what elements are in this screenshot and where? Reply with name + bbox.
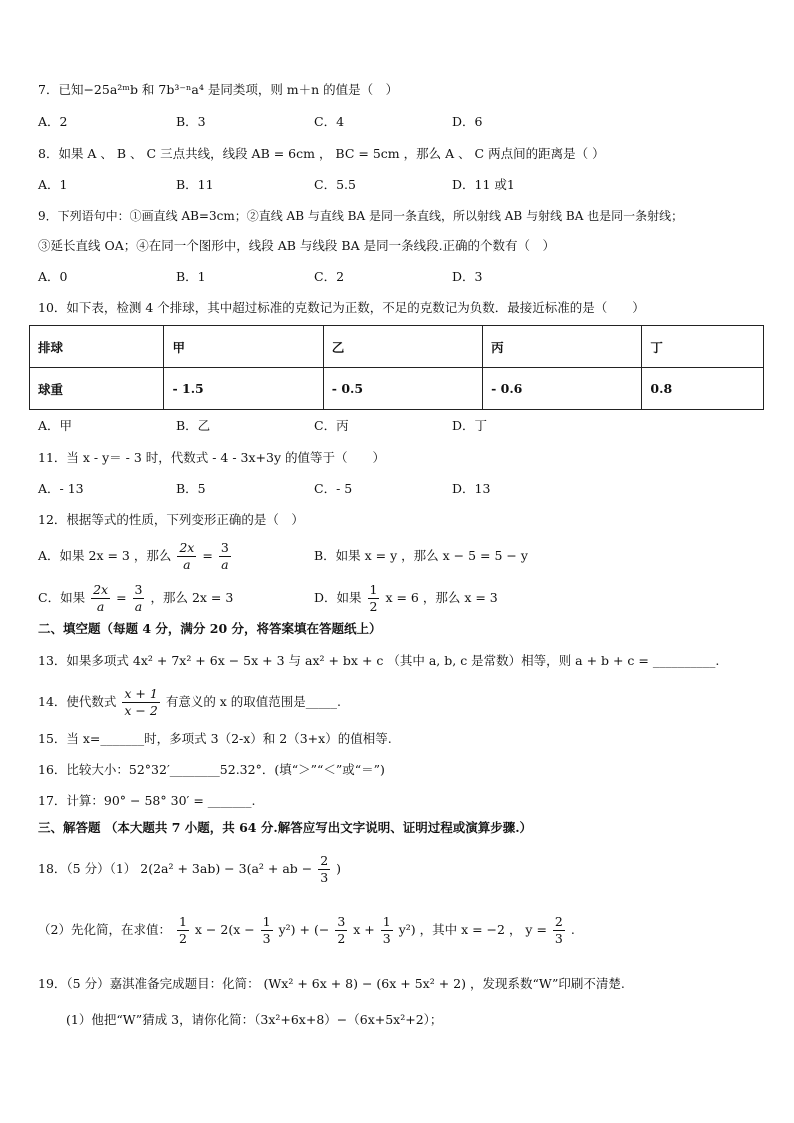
fraction bbox=[553, 914, 565, 947]
table-cell: - 1.5 bbox=[164, 368, 323, 410]
question-12-option-b: B．如果 x = y ，那么 x − 5 = 5 − y bbox=[314, 548, 528, 563]
option-b: B．1 bbox=[176, 269, 206, 284]
question-12-option-c bbox=[38, 580, 233, 616]
option-b: B．3 bbox=[176, 114, 206, 129]
option-d: D．3 bbox=[452, 269, 483, 284]
fraction bbox=[91, 582, 110, 615]
option-a: A．甲 bbox=[38, 418, 73, 433]
option-a: A．- 13 bbox=[38, 481, 84, 496]
option-c: C．5.5 bbox=[314, 177, 356, 192]
numerator: 1 bbox=[262, 914, 271, 929]
denominator: 3 bbox=[554, 931, 563, 946]
question-9-options bbox=[38, 268, 758, 286]
fraction bbox=[122, 686, 159, 719]
option-d: D．13 bbox=[452, 481, 491, 496]
question-18-part-2 bbox=[38, 910, 575, 950]
denominator: a bbox=[96, 599, 105, 614]
denominator: a bbox=[183, 557, 191, 572]
question-16: 16．比较大小：52°32′________52.32°．(填“＞”“＜”或“＝”) bbox=[38, 762, 385, 777]
period: . bbox=[570, 922, 575, 937]
option-a: A．1 bbox=[38, 177, 68, 192]
table-cell: 乙 bbox=[323, 326, 482, 368]
denominator: 2 bbox=[178, 931, 187, 946]
question-12-option-a bbox=[38, 538, 233, 574]
fraction bbox=[219, 540, 231, 573]
equals-sign: = bbox=[116, 590, 127, 605]
section-2-heading: 二、填空题（每题 4 分，满分 20 分，将答案填在答题纸上） bbox=[38, 621, 382, 636]
closing-paren: ) bbox=[336, 861, 342, 876]
question-7-options bbox=[38, 113, 758, 131]
option-b: B．5 bbox=[176, 481, 206, 496]
option-b: B．乙 bbox=[176, 418, 211, 433]
option-b: B．11 bbox=[176, 177, 214, 192]
fraction bbox=[177, 914, 189, 947]
question-18-expression: 18．（5 分）（1） 2(2a² + 3ab) − 3(a² + ab − bbox=[38, 861, 313, 876]
denominator: 3 bbox=[320, 870, 329, 885]
numerator: 2x bbox=[179, 540, 195, 555]
numerator: 1 bbox=[178, 914, 187, 929]
denominator: 3 bbox=[262, 931, 271, 946]
denominator: 2 bbox=[369, 599, 378, 614]
numerator: 2 bbox=[554, 914, 563, 929]
question-19-stem: 19．（5 分）嘉淇准备完成题目：化简： (Wx² + 6x + 8) − (6x + 5x² + 2) ，发现系数“W”印刷不清楚. bbox=[38, 976, 625, 991]
option-a: A．2 bbox=[38, 114, 68, 129]
question-18-part-2-text: （2）先化简，在求值： bbox=[38, 922, 171, 937]
section-3-heading: 三、解答题 （本大题共 7 小题，共 64 分.解答应写出文字说明、证明过程或演算步骤.） bbox=[38, 820, 533, 835]
option-c: C．4 bbox=[314, 114, 345, 129]
option-d: D．丁 bbox=[452, 418, 488, 433]
table-cell: 丁 bbox=[642, 326, 764, 368]
option-d: D．11 或1 bbox=[452, 177, 515, 192]
denominator: 2 bbox=[337, 931, 346, 946]
question-10-stem: 10．如下表，检测 4 个排球，其中超过标准的克数记为正数，不足的克数记为负数．最接近标准的是（ ） bbox=[38, 300, 645, 315]
option-d-result: x = 6 ，那么 x = 3 bbox=[385, 590, 498, 605]
table-header-row bbox=[30, 326, 764, 368]
option-d: D．6 bbox=[452, 114, 483, 129]
denominator: a bbox=[221, 557, 229, 572]
question-18-part-1 bbox=[38, 850, 341, 888]
numerator: 1 bbox=[369, 582, 378, 597]
table-cell: 球重 bbox=[30, 368, 164, 410]
question-12-option-d bbox=[314, 580, 498, 616]
question-8-stem: 8．如果 A 、 B 、 C 三点共线，线段 AB = 6cm ， BC = 5cm ，那么 A 、 C 两点间的距离是（ ） bbox=[38, 146, 605, 161]
numerator: 2x bbox=[93, 582, 109, 597]
question-15: 15．当 x=_______时，多项式 3（2-x）和 2（3+x）的值相等. bbox=[38, 731, 392, 746]
question-17: 17．计算：90° − 58° 30′ = _______. bbox=[38, 793, 256, 808]
table-cell: 甲 bbox=[164, 326, 323, 368]
option-d-text: D．如果 bbox=[314, 590, 362, 605]
fraction bbox=[381, 914, 393, 947]
option-c: C．2 bbox=[314, 269, 345, 284]
numerator: 1 bbox=[382, 914, 391, 929]
denominator: 3 bbox=[382, 931, 391, 946]
expression-segment: y²) ，其中 x = −2 ， y = bbox=[398, 922, 547, 937]
question-11-options bbox=[38, 480, 758, 498]
expression-segment: x − 2(x − bbox=[194, 922, 255, 937]
question-10-options bbox=[38, 417, 758, 435]
table-cell: - 0.5 bbox=[323, 368, 482, 410]
fraction bbox=[335, 914, 347, 947]
option-c: C．- 5 bbox=[314, 481, 353, 496]
fraction bbox=[368, 582, 380, 615]
fraction bbox=[133, 582, 145, 615]
question-14-text-end: 有意义的 x 的取值范围是_____. bbox=[165, 694, 342, 709]
option-a-text: A．如果 2x = 3 ，那么 bbox=[38, 548, 172, 563]
volleyball-weight-table bbox=[29, 325, 764, 410]
question-13: 13．如果多项式 4x² + 7x² + 6x − 5x + 3 与 ax² + bx + c （其中 a, b, c 是常数）相等，则 a + b + c = __________. bbox=[38, 653, 720, 668]
question-19-part-1: (1）他把“W”猜成 3，请你化简：（3x²+6x+8）−（6x+5x²+2）； bbox=[66, 1012, 443, 1027]
numerator: x + 1 bbox=[124, 686, 158, 701]
option-c: C．丙 bbox=[314, 418, 349, 433]
fraction bbox=[318, 853, 330, 886]
option-c-result: ，那么 2x = 3 bbox=[150, 590, 234, 605]
question-14 bbox=[38, 684, 341, 720]
option-c-text: C．如果 bbox=[38, 590, 86, 605]
expression-segment: y²) + (− bbox=[278, 922, 330, 937]
question-8-options bbox=[38, 176, 758, 194]
numerator: 2 bbox=[320, 853, 329, 868]
question-9-stem-line1: 9．下列语句中：①画直线 AB=3cm；②直线 AB 与直线 BA 是同一条直线，所以射线 AB 与射线 BA 也是同一条射线； bbox=[38, 209, 684, 223]
numerator: 3 bbox=[337, 914, 346, 929]
question-9-stem-line2: ③延长直线 OA；④在同一个图形中，线段 AB 与线段 BA 是同一条线段.正确的个数有（ ） bbox=[38, 238, 556, 253]
option-a: A．0 bbox=[38, 269, 68, 284]
question-11-stem: 11．当 x - y＝ - 3 时，代数式 - 4 - 3x+3y 的值等于（ ） bbox=[38, 450, 386, 465]
question-14-text: 14．使代数式 bbox=[38, 694, 117, 709]
numerator: 3 bbox=[134, 582, 143, 597]
fraction bbox=[261, 914, 273, 947]
question-12-stem: 12．根据等式的性质，下列变形正确的是（ ） bbox=[38, 512, 304, 527]
table-cell: - 0.6 bbox=[483, 368, 642, 410]
denominator: a bbox=[134, 599, 143, 614]
numerator: 3 bbox=[220, 540, 229, 555]
fraction bbox=[177, 540, 196, 573]
question-7-stem: 7．已知−25a²ᵐb 和 7b³⁻ⁿa⁴ 是同类项，则 m＋n 的值是（ ） bbox=[38, 82, 399, 97]
expression-segment: x + bbox=[353, 922, 375, 937]
table-cell: 排球 bbox=[30, 326, 164, 368]
table-row bbox=[30, 368, 764, 410]
table-cell: 丙 bbox=[483, 326, 642, 368]
table-cell: 0.8 bbox=[642, 368, 764, 410]
equals-sign: = bbox=[202, 548, 213, 563]
denominator: x − 2 bbox=[124, 703, 158, 718]
